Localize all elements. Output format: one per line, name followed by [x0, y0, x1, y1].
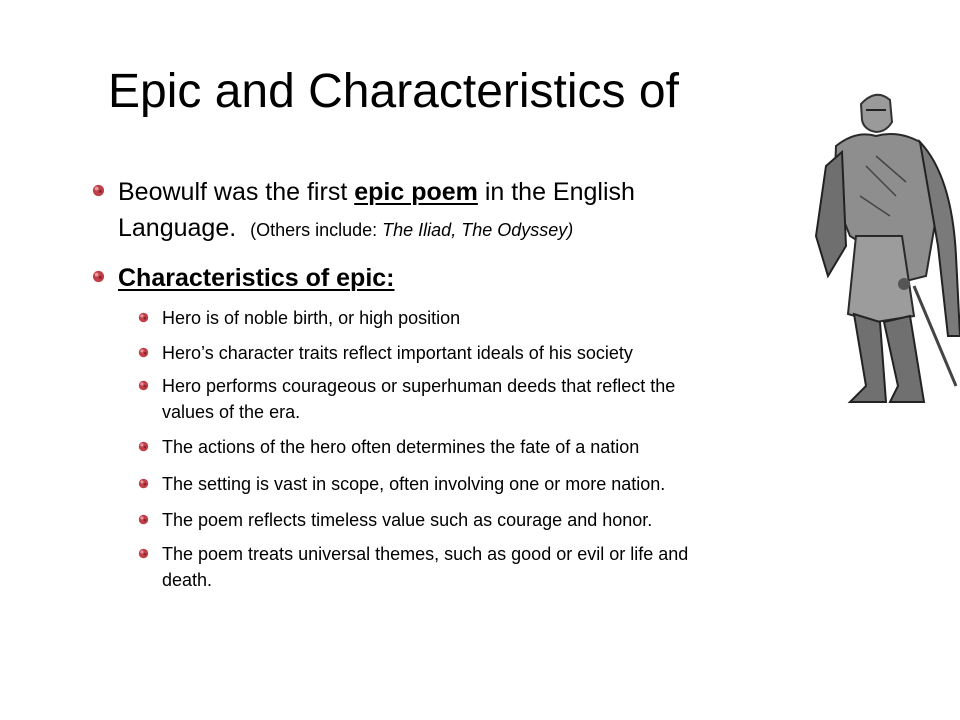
- slide-title: Epic and Characteristics of: [108, 65, 679, 118]
- flower-bullet-icon: [138, 312, 149, 323]
- epic-poem-term: epic poem: [354, 178, 478, 206]
- sub-bullet-text: death.: [162, 570, 213, 590]
- sub-bullet-text: The setting is vast in scope, often involving one or more nation.: [162, 474, 666, 494]
- beowulf-text-a: Beowulf was the first: [118, 178, 355, 206]
- sub-bullet-5: [162, 473, 665, 496]
- sub-bullet-text: The poem treats universal themes, such as good or evil or life and: [162, 544, 689, 564]
- sub-bullet-text: The actions of the hero often determines the fate of a nation: [162, 437, 640, 457]
- sub-bullet-text: The poem reflects timeless value such as courage and honor.: [162, 510, 653, 530]
- sub-bullet-1: [162, 307, 460, 330]
- sub-bullet-2: [162, 342, 633, 365]
- sub-bullet-text: values of the era.: [162, 402, 301, 422]
- characteristics-heading: Characteristics of epic:: [118, 264, 395, 292]
- others-label: (Others include:: [250, 220, 383, 240]
- flower-bullet-icon: [92, 270, 105, 283]
- sub-bullet-text: Hero’s character traits reflect important ideals of his society: [162, 343, 633, 363]
- flower-bullet-icon: [138, 548, 149, 559]
- others-titles: The Iliad, The Odyssey): [382, 220, 574, 240]
- warrior-figure-icon: [806, 86, 960, 404]
- flower-bullet-icon: [138, 380, 149, 391]
- sub-bullet-text: Hero performs courageous or superhuman deeds that reflect the: [162, 376, 676, 396]
- bullet-beowulf: [118, 177, 818, 245]
- sub-bullet-4: [162, 436, 639, 459]
- sub-bullet-3: [162, 375, 675, 424]
- flower-bullet-icon: [92, 184, 105, 197]
- bullet-characteristics: [118, 263, 395, 293]
- sub-bullet-text: Hero is of noble birth, or high position: [162, 308, 461, 328]
- flower-bullet-icon: [138, 441, 149, 452]
- flower-bullet-icon: [138, 514, 149, 525]
- sub-bullet-7: [162, 543, 688, 592]
- flower-bullet-icon: [138, 347, 149, 358]
- beowulf-text-c: Language.: [118, 214, 237, 242]
- flower-bullet-icon: [138, 478, 149, 489]
- beowulf-text-b: in the English: [477, 178, 635, 206]
- sub-bullet-6: [162, 509, 652, 532]
